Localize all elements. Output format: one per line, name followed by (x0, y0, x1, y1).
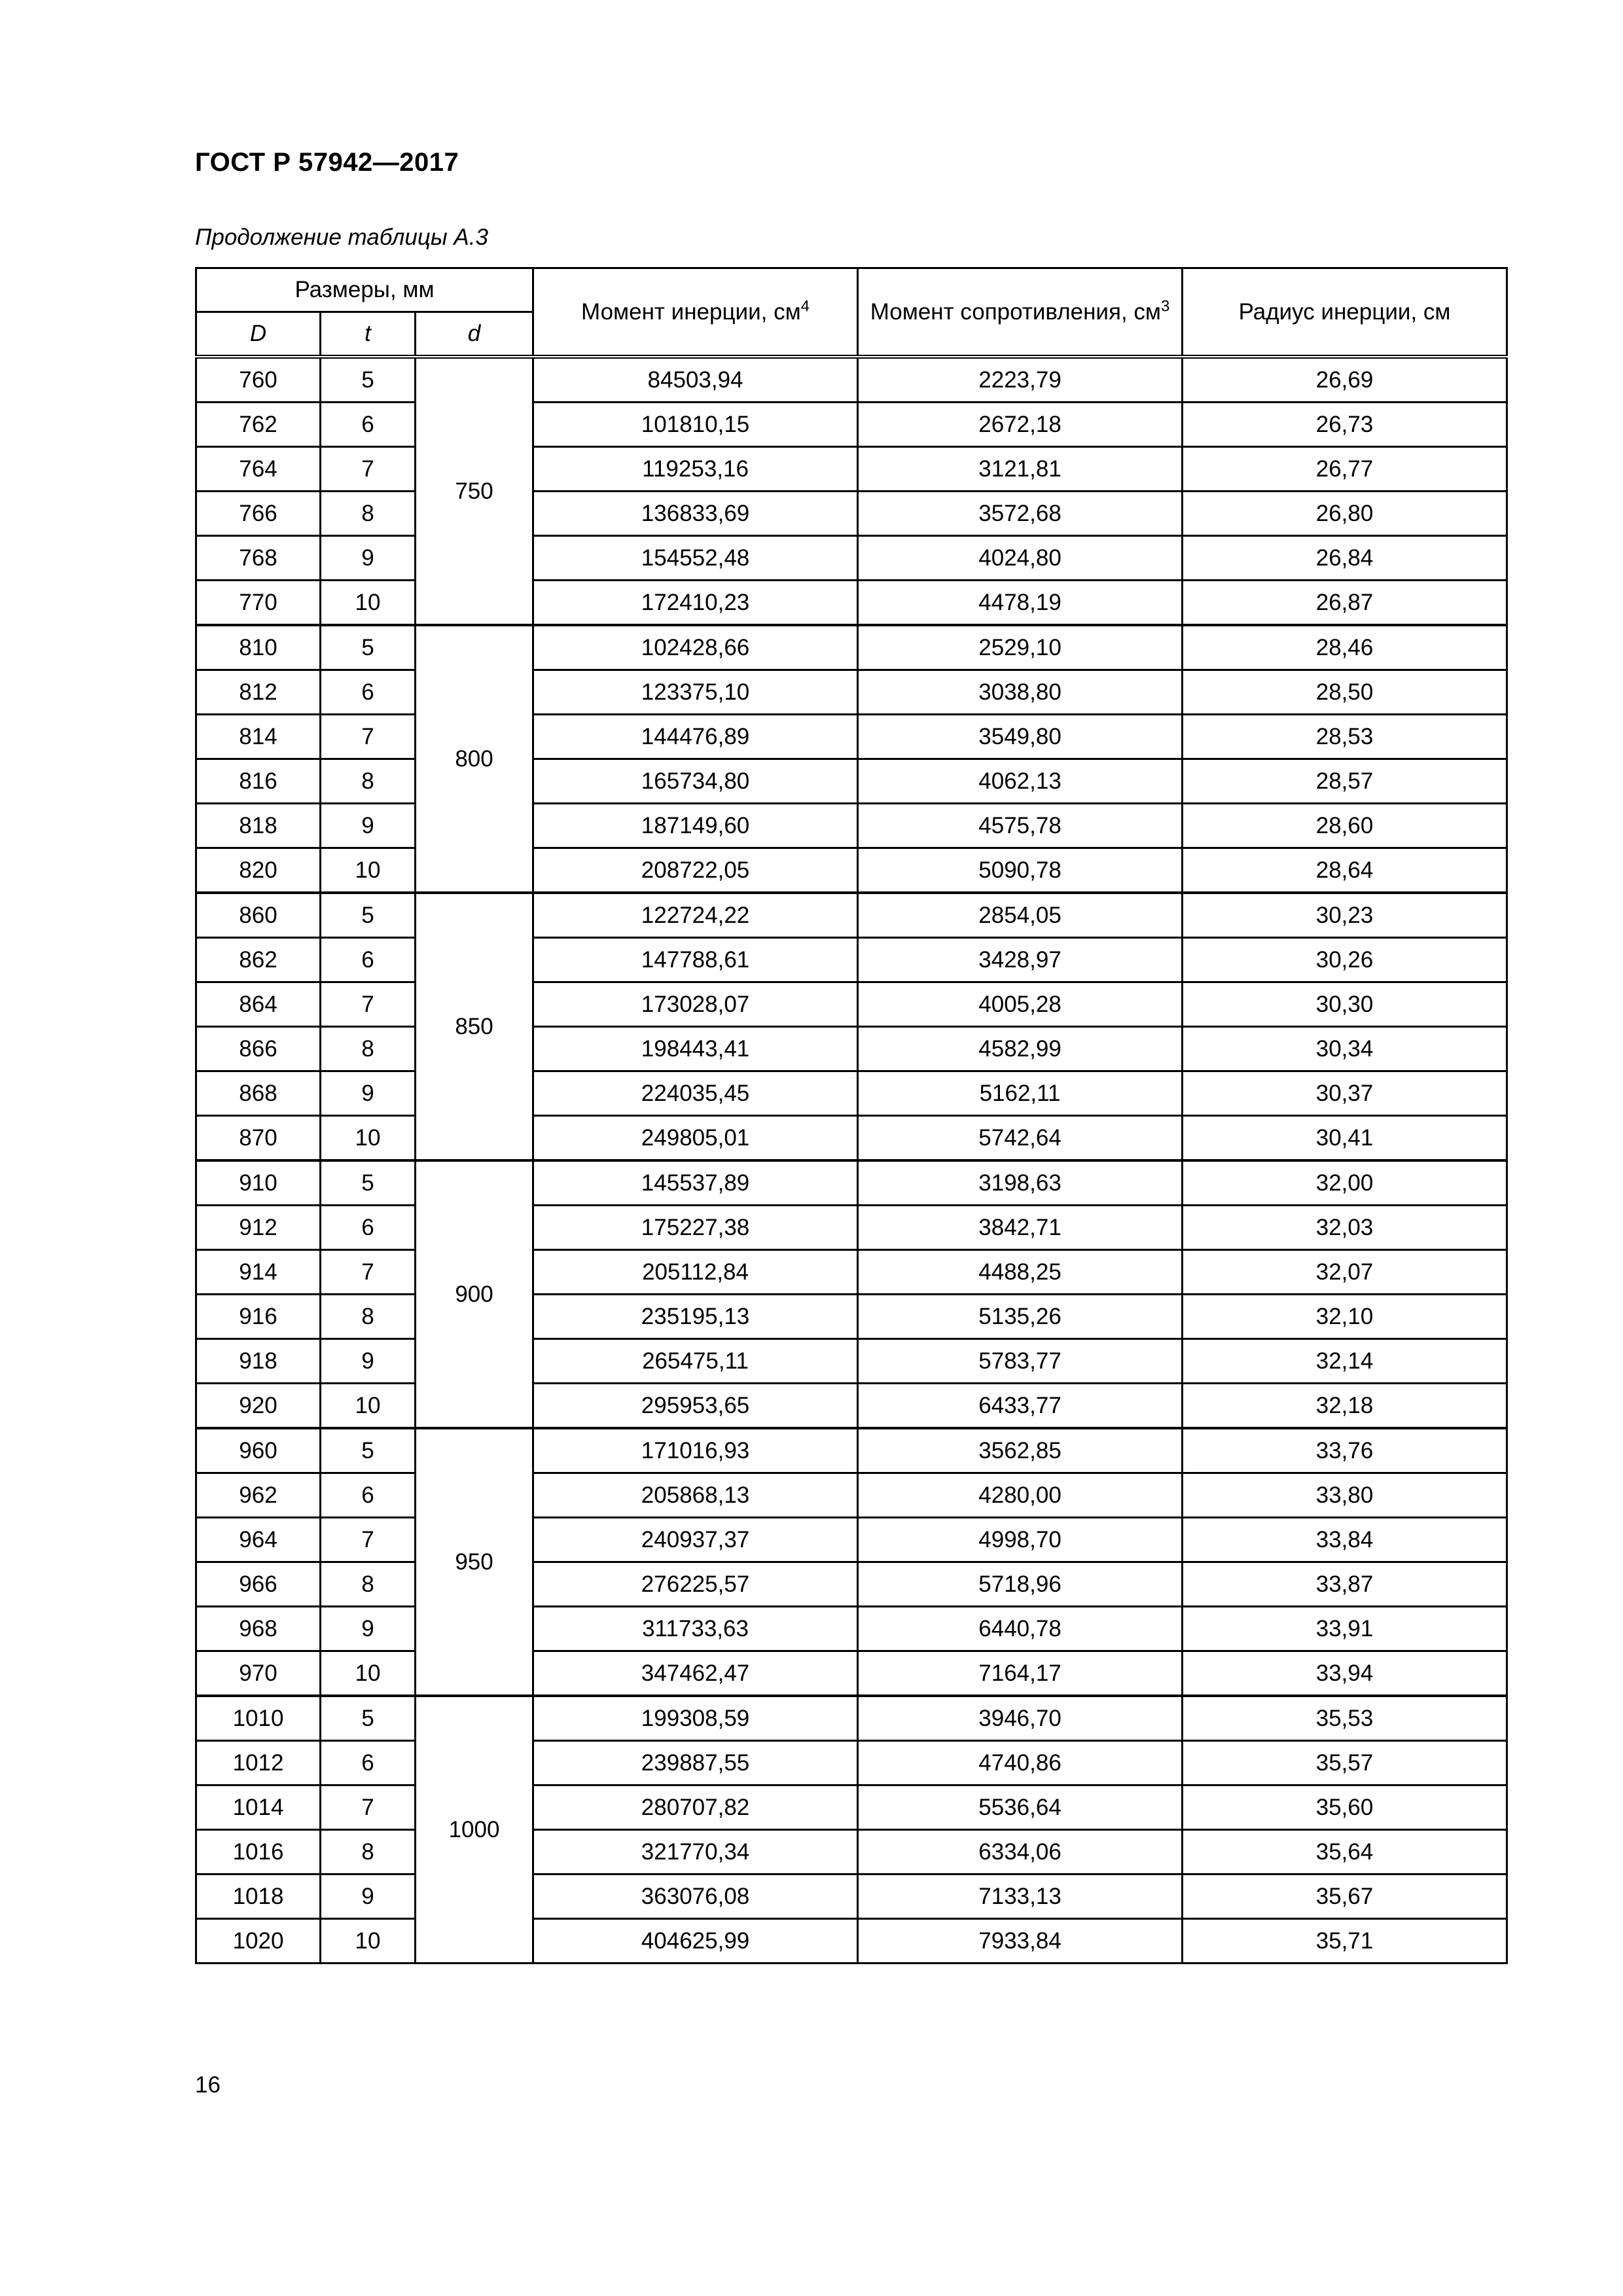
cell-D: 962 (196, 1473, 321, 1518)
cell-t: 6 (321, 1741, 416, 1785)
cell-inertia-radius: 26,87 (1183, 581, 1507, 626)
cell-D: 1018 (196, 1874, 321, 1919)
cell-D: 766 (196, 492, 321, 536)
cell-resistance-moment: 5090,78 (858, 848, 1183, 893)
cell-inertia-moment: 363076,08 (533, 1874, 858, 1919)
cell-t: 10 (321, 1919, 416, 1964)
table-row (196, 1250, 1507, 1295)
column-t-header: t (321, 312, 416, 357)
cell-inertia-radius: 26,84 (1183, 536, 1507, 581)
cell-inertia-moment: 265475,11 (533, 1339, 858, 1384)
cell-t: 9 (321, 1607, 416, 1651)
cell-inertia-radius: 32,03 (1183, 1206, 1507, 1250)
cell-D: 868 (196, 1071, 321, 1116)
cell-D: 968 (196, 1607, 321, 1651)
cell-resistance-moment: 4575,78 (858, 804, 1183, 848)
cell-D: 870 (196, 1116, 321, 1161)
table-row (196, 848, 1507, 893)
cell-t: 8 (321, 759, 416, 804)
table-row (196, 893, 1507, 938)
cell-t: 7 (321, 1518, 416, 1562)
cell-inertia-moment: 145537,89 (533, 1160, 858, 1206)
cell-resistance-moment: 2223,79 (858, 357, 1183, 403)
cell-inertia-radius: 33,87 (1183, 1562, 1507, 1607)
cell-t: 7 (321, 447, 416, 492)
table-row (196, 1874, 1507, 1919)
table-row (196, 1295, 1507, 1339)
cell-resistance-moment: 4062,13 (858, 759, 1183, 804)
cell-inertia-radius: 28,57 (1183, 759, 1507, 804)
cell-D: 810 (196, 625, 321, 670)
table-row (196, 625, 1507, 670)
cell-D: 864 (196, 982, 321, 1027)
cell-inertia-moment: 208722,05 (533, 848, 858, 893)
cell-inertia-radius: 28,46 (1183, 625, 1507, 670)
cell-t: 9 (321, 1339, 416, 1384)
inertia-radius-header: Радиус инерции, см (1183, 268, 1507, 357)
cell-t: 5 (321, 625, 416, 670)
column-d-header: d (416, 312, 533, 357)
cell-resistance-moment: 2672,18 (858, 403, 1183, 447)
table-row (196, 715, 1507, 759)
cell-inertia-radius: 35,67 (1183, 1874, 1507, 1919)
cell-inertia-radius: 28,50 (1183, 670, 1507, 715)
cell-inertia-radius: 35,64 (1183, 1830, 1507, 1874)
table-row (196, 759, 1507, 804)
cell-inertia-radius: 33,91 (1183, 1607, 1507, 1651)
inertia-moment-header: Момент инерции, $см^4$ (533, 268, 858, 357)
cell-resistance-moment: 4280,00 (858, 1473, 1183, 1518)
cell-inertia-radius: 30,30 (1183, 982, 1507, 1027)
cell-t: 8 (321, 1562, 416, 1607)
cell-D: 960 (196, 1428, 321, 1473)
cell-t: 10 (321, 1116, 416, 1161)
cell-t: 5 (321, 893, 416, 938)
table-row (196, 403, 1507, 447)
cell-inertia-moment: 240937,37 (533, 1518, 858, 1562)
cell-D: 970 (196, 1651, 321, 1696)
table-row (196, 1518, 1507, 1562)
table-row (196, 447, 1507, 492)
cell-inertia-radius: 28,60 (1183, 804, 1507, 848)
cell-D: 770 (196, 581, 321, 626)
cell-inertia-moment: 311733,63 (533, 1607, 858, 1651)
cell-inertia-moment: 172410,23 (533, 581, 858, 626)
table-row (196, 1785, 1507, 1830)
cell-t: 8 (321, 492, 416, 536)
cell-inertia-moment: 84503,94 (533, 357, 858, 403)
cell-resistance-moment: 7164,17 (858, 1651, 1183, 1696)
cell-inertia-radius: 26,80 (1183, 492, 1507, 536)
cell-D: 1010 (196, 1696, 321, 1741)
cell-inertia-moment: 144476,89 (533, 715, 858, 759)
cell-inertia-moment: 295953,65 (533, 1384, 858, 1429)
cell-resistance-moment: 4478,19 (858, 581, 1183, 626)
cell-resistance-moment: 5536,64 (858, 1785, 1183, 1830)
cell-inertia-moment: 147788,61 (533, 938, 858, 982)
cell-D: 966 (196, 1562, 321, 1607)
column-D-header: D (196, 312, 321, 357)
cell-resistance-moment: 5718,96 (858, 1562, 1183, 1607)
table-row (196, 938, 1507, 982)
table-caption: Продолжение таблицы А.3 (195, 224, 488, 250)
cell-D: 912 (196, 1206, 321, 1250)
table-row (196, 1027, 1507, 1071)
cell-inertia-radius: 35,71 (1183, 1919, 1507, 1964)
cell-t: 7 (321, 1250, 416, 1295)
cell-inertia-radius: 26,77 (1183, 447, 1507, 492)
cell-inertia-radius: 32,10 (1183, 1295, 1507, 1339)
cell-inertia-moment: 205868,13 (533, 1473, 858, 1518)
cell-inertia-radius: 35,60 (1183, 1785, 1507, 1830)
cell-D: 910 (196, 1160, 321, 1206)
cell-D: 1012 (196, 1741, 321, 1785)
table-row (196, 1696, 1507, 1741)
table-row (196, 536, 1507, 581)
cell-t: 7 (321, 1785, 416, 1830)
table-row (196, 1071, 1507, 1116)
cell-t: 5 (321, 1428, 416, 1473)
cell-t: 8 (321, 1027, 416, 1071)
resistance-moment-header: Момент сопротивления, $см^3$ (858, 268, 1183, 357)
cell-inertia-moment: 235195,13 (533, 1295, 858, 1339)
cell-t: 6 (321, 403, 416, 447)
cell-t: 9 (321, 804, 416, 848)
cell-inertia-radius: 30,26 (1183, 938, 1507, 982)
document-title: ГОСТ Р 57942—2017 (195, 148, 459, 177)
cell-D: 812 (196, 670, 321, 715)
cell-t: 10 (321, 1384, 416, 1429)
cell-t: 9 (321, 1874, 416, 1919)
table-row (196, 1830, 1507, 1874)
cell-resistance-moment: 3572,68 (858, 492, 1183, 536)
cell-resistance-moment: 6334,06 (858, 1830, 1183, 1874)
cell-d: 800 (416, 625, 533, 893)
cell-inertia-moment: 173028,07 (533, 982, 858, 1027)
cell-t: 6 (321, 1206, 416, 1250)
cell-inertia-radius: 30,37 (1183, 1071, 1507, 1116)
table-row (196, 804, 1507, 848)
cell-resistance-moment: 5783,77 (858, 1339, 1183, 1384)
cell-inertia-moment: 136833,69 (533, 492, 858, 536)
cell-inertia-radius: 32,00 (1183, 1160, 1507, 1206)
cell-t: 5 (321, 1696, 416, 1741)
cell-d: 950 (416, 1428, 533, 1696)
cell-inertia-moment: 102428,66 (533, 625, 858, 670)
cell-t: 6 (321, 938, 416, 982)
cell-inertia-radius: 26,73 (1183, 403, 1507, 447)
cell-inertia-moment: 122724,22 (533, 893, 858, 938)
cell-inertia-moment: 280707,82 (533, 1785, 858, 1830)
cell-D: 816 (196, 759, 321, 804)
cell-inertia-radius: 30,41 (1183, 1116, 1507, 1161)
cell-resistance-moment: 4582,99 (858, 1027, 1183, 1071)
table-row (196, 1607, 1507, 1651)
cell-resistance-moment: 5742,64 (858, 1116, 1183, 1161)
cell-t: 10 (321, 1651, 416, 1696)
cell-D: 916 (196, 1295, 321, 1339)
cell-D: 1016 (196, 1830, 321, 1874)
cell-resistance-moment: 6433,77 (858, 1384, 1183, 1429)
cell-inertia-radius: 33,80 (1183, 1473, 1507, 1518)
cell-t: 9 (321, 536, 416, 581)
cell-D: 760 (196, 357, 321, 403)
cell-resistance-moment: 3038,80 (858, 670, 1183, 715)
cell-t: 7 (321, 982, 416, 1027)
cell-inertia-moment: 119253,16 (533, 447, 858, 492)
cell-inertia-moment: 199308,59 (533, 1696, 858, 1741)
cell-inertia-radius: 35,57 (1183, 1741, 1507, 1785)
cell-t: 10 (321, 848, 416, 893)
table-row (196, 1339, 1507, 1384)
cell-inertia-moment: 276225,57 (533, 1562, 858, 1607)
cell-t: 6 (321, 1473, 416, 1518)
cell-inertia-radius: 32,14 (1183, 1339, 1507, 1384)
cell-resistance-moment: 7933,84 (858, 1919, 1183, 1964)
cell-d: 850 (416, 893, 533, 1160)
cell-t: 7 (321, 715, 416, 759)
cell-resistance-moment: 4740,86 (858, 1741, 1183, 1785)
cell-inertia-moment: 239887,55 (533, 1741, 858, 1785)
table-row (196, 1160, 1507, 1206)
cell-resistance-moment: 4005,28 (858, 982, 1183, 1027)
cell-t: 8 (321, 1830, 416, 1874)
cell-D: 914 (196, 1250, 321, 1295)
cell-inertia-moment: 205112,84 (533, 1250, 858, 1295)
cell-D: 764 (196, 447, 321, 492)
cell-inertia-radius: 26,69 (1183, 357, 1507, 403)
cell-d: 900 (416, 1160, 533, 1428)
cell-inertia-moment: 249805,01 (533, 1116, 858, 1161)
cell-t: 10 (321, 581, 416, 626)
cell-resistance-moment: 4024,80 (858, 536, 1183, 581)
cell-inertia-radius: 30,23 (1183, 893, 1507, 938)
table-row (196, 581, 1507, 626)
cell-D: 866 (196, 1027, 321, 1071)
cell-D: 1020 (196, 1919, 321, 1964)
cell-resistance-moment: 4488,25 (858, 1250, 1183, 1295)
properties-table (195, 267, 1508, 1964)
cell-t: 5 (321, 357, 416, 403)
cell-inertia-moment: 198443,41 (533, 1027, 858, 1071)
cell-resistance-moment: 2854,05 (858, 893, 1183, 938)
cell-inertia-radius: 28,64 (1183, 848, 1507, 893)
table-row (196, 670, 1507, 715)
cell-inertia-radius: 33,94 (1183, 1651, 1507, 1696)
cell-D: 762 (196, 403, 321, 447)
cell-resistance-moment: 5135,26 (858, 1295, 1183, 1339)
sizes-header: Размеры, мм (196, 268, 533, 312)
cell-inertia-radius: 35,53 (1183, 1696, 1507, 1741)
cell-resistance-moment: 4998,70 (858, 1518, 1183, 1562)
table-row (196, 1741, 1507, 1785)
cell-resistance-moment: 3946,70 (858, 1696, 1183, 1741)
cell-resistance-moment: 7133,13 (858, 1874, 1183, 1919)
cell-resistance-moment: 3842,71 (858, 1206, 1183, 1250)
cell-resistance-moment: 3562,85 (858, 1428, 1183, 1473)
cell-inertia-radius: 33,84 (1183, 1518, 1507, 1562)
cell-t: 9 (321, 1071, 416, 1116)
cell-inertia-radius: 28,53 (1183, 715, 1507, 759)
table-row (196, 1919, 1507, 1964)
cell-inertia-moment: 404625,99 (533, 1919, 858, 1964)
cell-inertia-radius: 30,34 (1183, 1027, 1507, 1071)
table-row (196, 357, 1507, 403)
table-row (196, 1384, 1507, 1429)
cell-inertia-moment: 347462,47 (533, 1651, 858, 1696)
cell-inertia-moment: 101810,15 (533, 403, 858, 447)
cell-D: 860 (196, 893, 321, 938)
cell-D: 918 (196, 1339, 321, 1384)
cell-resistance-moment: 3549,80 (858, 715, 1183, 759)
cell-inertia-moment: 175227,38 (533, 1206, 858, 1250)
cell-D: 820 (196, 848, 321, 893)
table-row (196, 1651, 1507, 1696)
cell-resistance-moment: 2529,10 (858, 625, 1183, 670)
page-number: 16 (195, 2072, 221, 2098)
cell-D: 768 (196, 536, 321, 581)
cell-inertia-radius: 33,76 (1183, 1428, 1507, 1473)
cell-d: 1000 (416, 1696, 533, 1964)
cell-resistance-moment: 5162,11 (858, 1071, 1183, 1116)
table-row (196, 1206, 1507, 1250)
cell-D: 964 (196, 1518, 321, 1562)
cell-inertia-radius: 32,18 (1183, 1384, 1507, 1429)
cell-resistance-moment: 3121,81 (858, 447, 1183, 492)
cell-inertia-moment: 224035,45 (533, 1071, 858, 1116)
table-row (196, 492, 1507, 536)
cell-resistance-moment: 3428,97 (858, 938, 1183, 982)
table-row (196, 1562, 1507, 1607)
cell-d: 750 (416, 357, 533, 625)
cell-resistance-moment: 3198,63 (858, 1160, 1183, 1206)
table-row (196, 982, 1507, 1027)
cell-inertia-radius: 32,07 (1183, 1250, 1507, 1295)
cell-t: 5 (321, 1160, 416, 1206)
cell-resistance-moment: 6440,78 (858, 1607, 1183, 1651)
table-row (196, 1428, 1507, 1473)
cell-inertia-moment: 321770,34 (533, 1830, 858, 1874)
cell-inertia-moment: 165734,80 (533, 759, 858, 804)
cell-inertia-moment: 187149,60 (533, 804, 858, 848)
cell-inertia-moment: 171016,93 (533, 1428, 858, 1473)
cell-D: 1014 (196, 1785, 321, 1830)
cell-inertia-moment: 154552,48 (533, 536, 858, 581)
cell-D: 920 (196, 1384, 321, 1429)
cell-t: 6 (321, 670, 416, 715)
cell-D: 814 (196, 715, 321, 759)
cell-D: 818 (196, 804, 321, 848)
cell-t: 8 (321, 1295, 416, 1339)
table-body (196, 357, 1507, 1964)
table-row (196, 1116, 1507, 1161)
cell-D: 862 (196, 938, 321, 982)
table-row (196, 1473, 1507, 1518)
cell-inertia-moment: 123375,10 (533, 670, 858, 715)
